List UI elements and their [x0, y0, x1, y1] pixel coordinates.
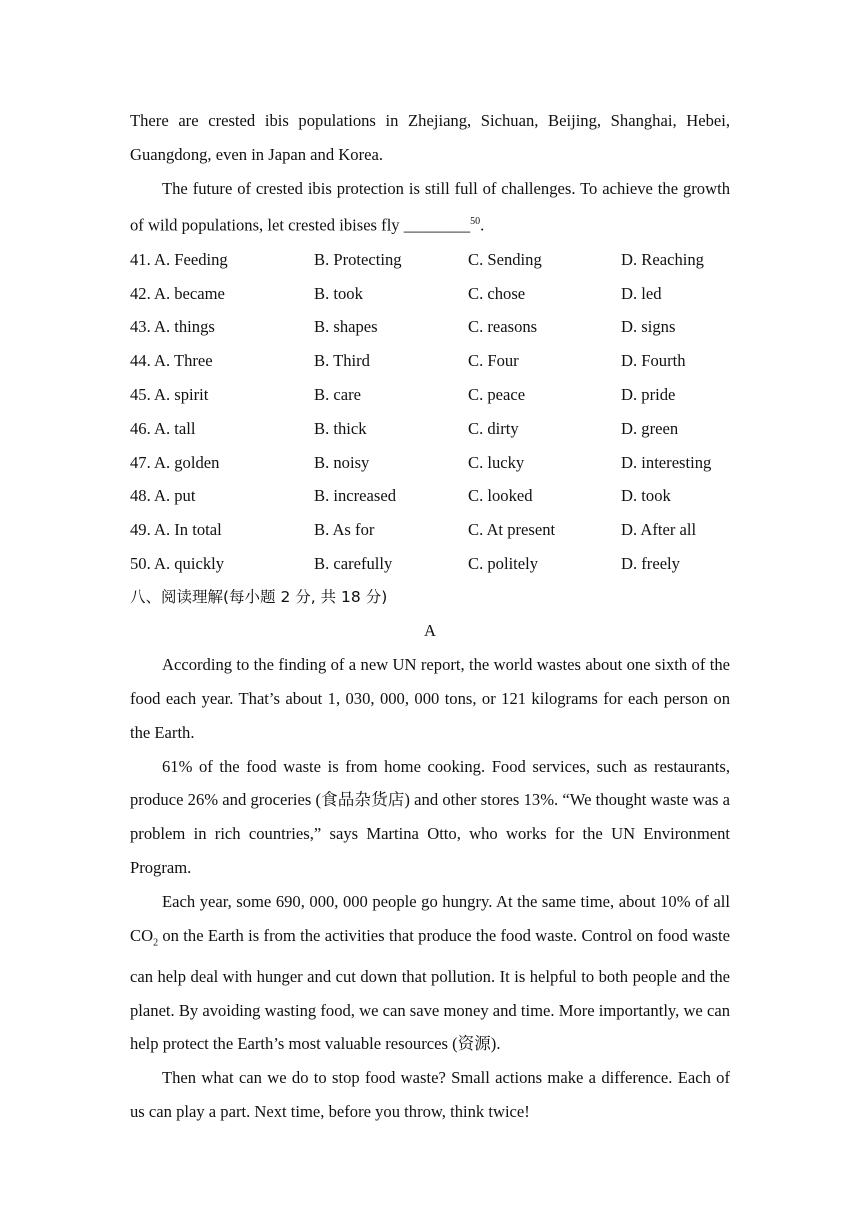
- option-d: D. Fourth: [621, 351, 686, 371]
- passage-paragraph-3-part-2: on the Earth is from the activities that produce the food waste. Control on food waste can help deal with hunger and cut down that pollution. It is helpful to both people and the planet. By avoiding wasting food, we can save money and time. More importantly, we can help protect the Earth’s most valuable resources (资源).: [130, 925, 730, 1054]
- passage-paragraph-2: 61% of the food waste is from home cooking. Food services, such as restaurants, produce 26% and groceries (食品杂货店) and other stores 13%. “We thought waste was a problem in rich countries,” says Martina Otto, who works for the UN Environment Program.: [130, 756, 730, 878]
- option-b: B. took: [314, 283, 363, 303]
- option-row-47: [130, 446, 730, 480]
- intro-paragraph-2: [130, 172, 730, 243]
- option-b: B. Protecting: [314, 249, 402, 269]
- option-d: D. Reaching: [621, 249, 704, 269]
- option-row-43: [130, 310, 730, 344]
- option-row-45: [130, 378, 730, 412]
- option-a: 47. A. golden: [130, 452, 220, 472]
- option-b: B. noisy: [314, 452, 370, 472]
- passage-paragraph-3-part-1: Each year, some 690, 000, 000 people go hungry. At the same time, about 10% of all CO: [130, 891, 730, 945]
- option-d: D. After all: [621, 520, 697, 540]
- option-d: D. took: [621, 486, 671, 506]
- option-c: C. At present: [468, 520, 556, 540]
- option-b: B. As for: [314, 520, 375, 540]
- option-row-49: [130, 513, 730, 547]
- passage-label: A: [424, 621, 436, 641]
- option-c: C. looked: [468, 486, 533, 506]
- option-c: C. dirty: [468, 418, 519, 438]
- option-c: C. chose: [468, 283, 526, 303]
- option-d: D. interesting: [621, 452, 712, 472]
- passage-paragraph-4: Then what can we do to stop food waste? Small actions make a difference. Each of us can play a part. Next time, before you throw, think twice!: [130, 1068, 730, 1121]
- option-a: 49. A. In total: [130, 520, 222, 540]
- option-a: 48. A. put: [130, 486, 196, 506]
- blank-number: 50: [470, 216, 481, 228]
- option-b: B. shapes: [314, 317, 378, 337]
- option-a: 44. A. Three: [130, 351, 213, 371]
- intro-paragraph-2-end: .: [480, 215, 485, 235]
- option-c: C. lucky: [468, 452, 525, 472]
- passage-paragraph-1: According to the finding of a new UN report, the world wastes about one sixth of the food each year. That’s about 1, 030, 000, 000 tons, or 121 kilograms for each person on the Earth.: [130, 655, 730, 742]
- option-c: C. reasons: [468, 317, 538, 337]
- option-b: B. thick: [314, 418, 367, 438]
- option-c: C. Sending: [468, 249, 542, 269]
- option-c: C. politely: [468, 553, 539, 573]
- document-page: [130, 104, 730, 1129]
- option-d: D. led: [621, 283, 662, 303]
- option-c: C. Four: [468, 351, 519, 371]
- option-d: D. freely: [621, 553, 680, 573]
- intro-paragraph-2-text: The future of crested ibis protection is still full of challenges. To achieve the growth of wild populations, let crested ibises fly ________: [130, 178, 730, 235]
- option-d: D. pride: [621, 384, 676, 404]
- option-row-46: [130, 412, 730, 446]
- option-a: 43. A. things: [130, 317, 215, 337]
- option-row-41: [130, 243, 730, 277]
- co2-subscript: 2: [153, 936, 159, 948]
- option-a: 45. A. spirit: [130, 384, 209, 404]
- option-d: D. signs: [621, 317, 676, 337]
- option-a: 46. A. tall: [130, 418, 196, 438]
- option-d: D. green: [621, 418, 679, 438]
- intro-paragraph-1: There are crested ibis populations in Zhejiang, Sichuan, Beijing, Shanghai, Hebei, Guangdong, even in Japan and Korea.: [130, 111, 730, 164]
- option-row-42: [130, 277, 730, 311]
- option-b: B. carefully: [314, 553, 393, 573]
- option-a: 50. A. quickly: [130, 553, 225, 573]
- passage-paragraph-3: [130, 885, 730, 1061]
- option-b: B. Third: [314, 351, 370, 371]
- option-b: B. increased: [314, 486, 397, 506]
- option-row-44: [130, 344, 730, 378]
- option-a: 41. A. Feeding: [130, 249, 228, 269]
- option-row-48: [130, 479, 730, 513]
- option-a: 42. A. became: [130, 283, 225, 303]
- options-list: [130, 243, 730, 581]
- option-b: B. care: [314, 384, 361, 404]
- option-c: C. peace: [468, 384, 526, 404]
- option-row-50: [130, 547, 730, 581]
- section-heading: 八、阅读理解(每小题 2 分, 共 18 分): [130, 587, 388, 606]
